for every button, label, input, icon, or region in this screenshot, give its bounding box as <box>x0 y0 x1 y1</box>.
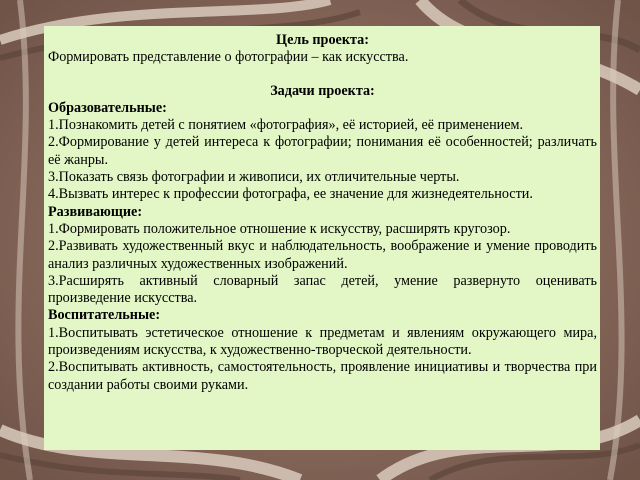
list-item: 3.Показать связь фотографии и живописи, их отличительные черты. <box>48 169 460 186</box>
list-item: 2.Формирование у детей интереса к фотографии; понимания её особенностей; различать её жанры. <box>48 134 597 168</box>
list-item: 3.Расширять активный словарный запас детей, умение развернуто оценивать произведение искусства. <box>48 272 597 307</box>
list-item: 1.Познакомить детей с понятием «фотография», её историей, её применением. <box>48 117 524 134</box>
spacer <box>48 67 597 83</box>
content-panel <box>44 26 600 450</box>
section-heading-developmental: Развивающие: <box>48 203 143 220</box>
section-heading-upbringing: Воспитательные: <box>48 307 161 324</box>
goal-text: Формировать представление о фотографии – как искусства. <box>48 49 409 66</box>
list-item: 4.Вызвать интерес к профессии фотографа, ее значение для жизнедеятельности. <box>48 186 533 203</box>
list-item: 2.Развивать художественный вкус и наблюдательность, воображение и умение проводить анализ различных художественных изображений. <box>48 238 597 272</box>
section-heading-educational: Образовательные: <box>48 99 167 116</box>
goal-title: Цель проекта: <box>276 32 369 48</box>
list-item: 2.Воспитывать активность, самостоятельность, проявление инициативы и творчества при создании работы своими руками. <box>48 359 597 393</box>
list-item: 1.Формировать положительное отношение к искусству, расширять кругозор. <box>48 220 511 237</box>
list-item: 1.Воспитывать эстетическое отношение к предметам и явлениям окружающего мира, произведениям искусства, к художественно-творческой деятельности. <box>48 324 597 359</box>
tasks-title: Задачи проекта: <box>270 82 375 99</box>
